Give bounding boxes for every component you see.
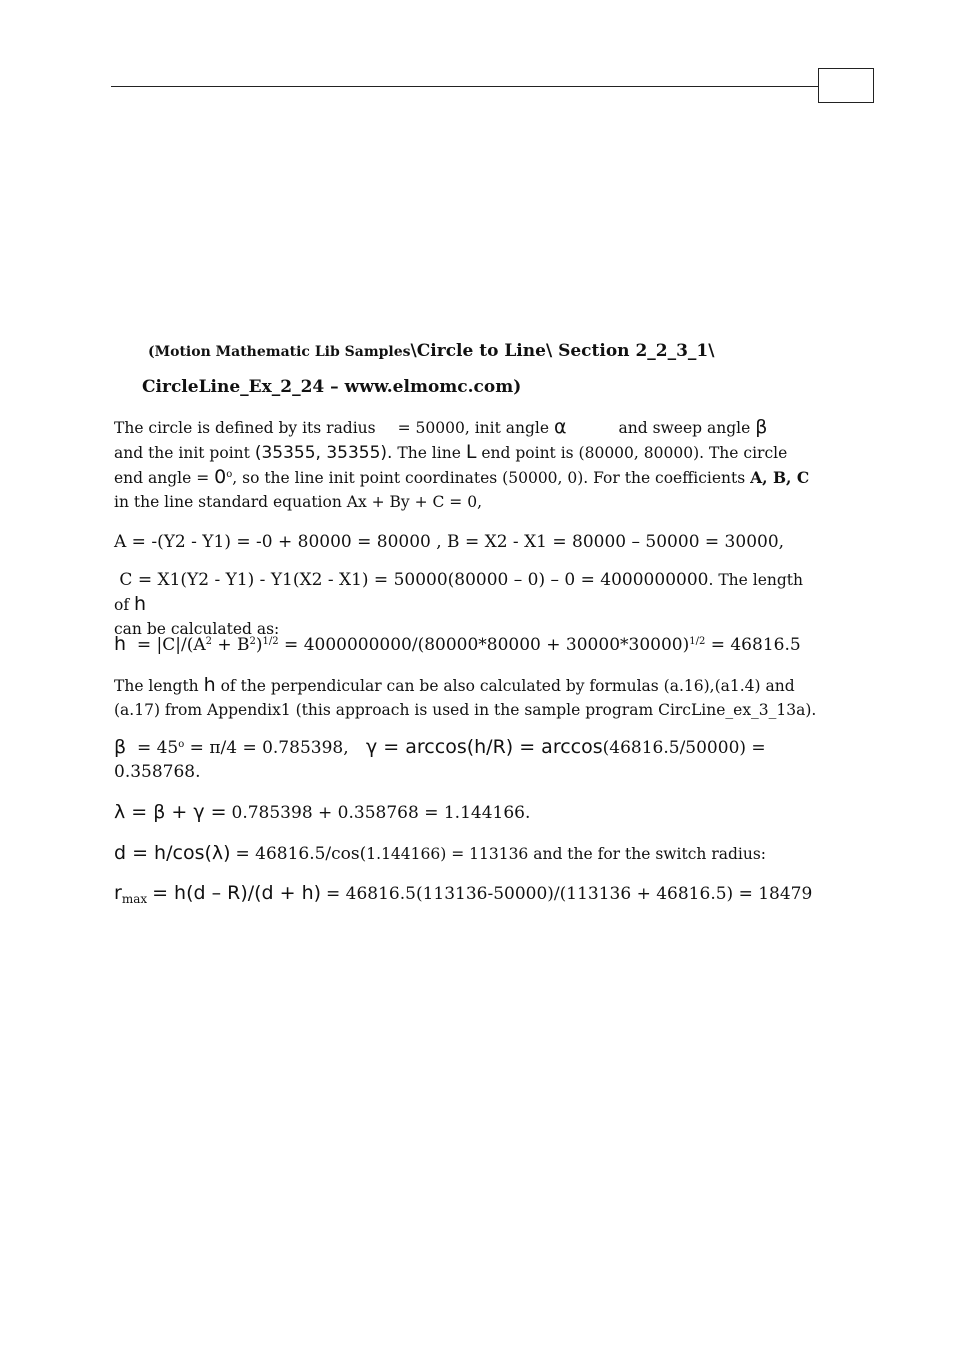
equation-a-b: A = -(Y2 - Y1) = -0 + 80000 = 80000 , B = X2 - X1 = 80000 – 50000 = 30000, (114, 532, 785, 552)
page-number-box (818, 68, 874, 103)
equation-lambda: λ = β + γ = 0.785398 + 0.358768 = 1.144166. (114, 801, 531, 823)
paragraph-circle-definition: The circle is defined by its radius = 50000, init angle α and sweep angle β and the init point (35355, 35355). The line L end point is (80000, 80000). The circle end angle = 0$^o$, so the line init point coordinates (50000, 0). For the coefficients A, B, C in the line standard equation Ax + By + C = 0, (114, 416, 810, 511)
paragraph-perpendicular: The length h of the perpendicular can be also calculated by formulas (a.16),(a1.4) and (a.17) from Appendix1 (this approach is used in the sample program CircLine_ex_3_13a). (114, 674, 817, 719)
equation-beta-gamma: $\beta = 45^o = \pi/4 = 0.785398$, γ = arccos(h/R) = arccos(46816.5/50000) = 0.358768. (114, 736, 766, 782)
heading-line-1: (Motion Mathematic Lib Samples\Circle to Line\ Section 2_2_3_1\ (148, 341, 715, 361)
equation-d: d = h/cos(λ) = 46816.5/cos(1.144166) = 113136 and the for the switch radius: (114, 842, 767, 864)
equation-rmax: $r_{max} = h(d - R)/(d + h) = 46816.5(113136-50000)/(113136 + 46816.5) = 18479$ (114, 882, 813, 906)
equation-h: $h = |C|/(A^2 + B^2)^{1/2} = 4000000000/(80000*80000 + 30000*30000)^{1/2} = 46816.5$ (114, 633, 801, 655)
equation-c: C = X1(Y2 - Y1) - Y1(X2 - X1) = 50000(80000 – 0) – 0 = 4000000000. The length of h can be calculated as: (114, 570, 803, 638)
header-rule (111, 86, 819, 87)
heading-line-2: CircleLine_Ex_2_24 – www.elmomc.com) (142, 377, 522, 397)
